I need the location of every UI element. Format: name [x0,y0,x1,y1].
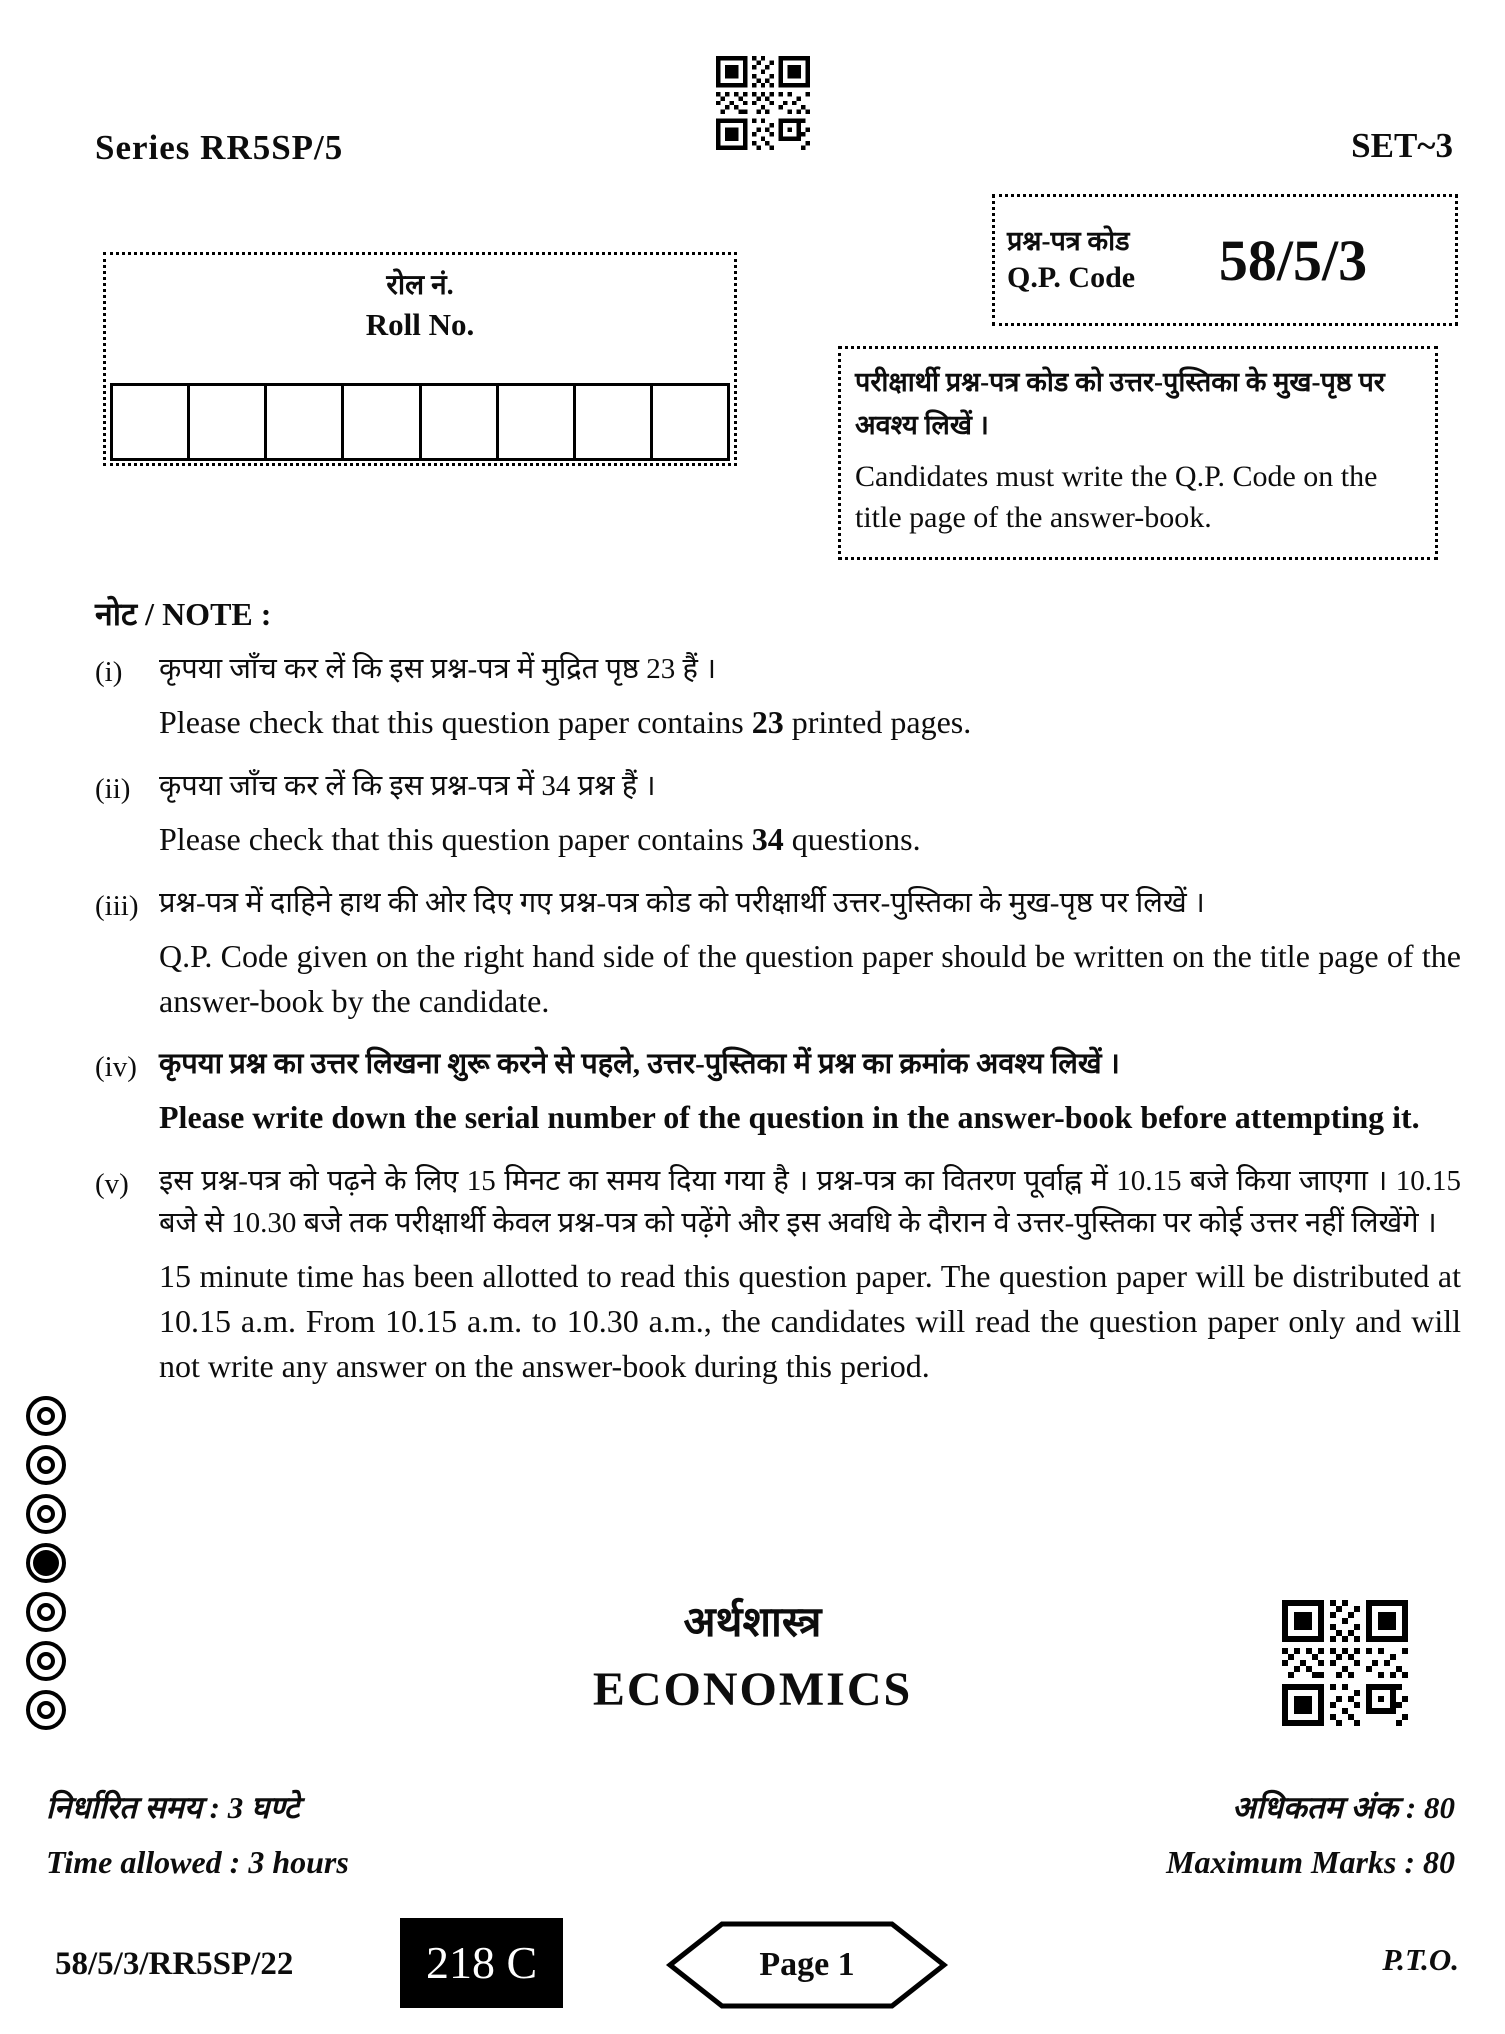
note-number: (v) [95,1168,129,1201]
note-body [159,765,1461,878]
candidates-note-hindi: परीक्षार्थी प्रश्न-पत्र कोड को उत्तर-पुस्तिका के मुख-पृष्ठ पर अवश्य लिखें । [855,367,1385,441]
candidates-note-english: Candidates must write the Q.P. Code on the title page of the answer-book. [855,460,1378,534]
note-number: (ii) [95,772,131,805]
note-text-english: 15 minute time has been allotted to read this question paper. The question paper will be distributed at 10.15 a.m. From 10.15 a.m. to 10.30 a.m., the candidates will read the question paper only and will not write any answer on the answer-book during this period. [159,1258,1461,1384]
roll-digit-cell [499,383,576,461]
pto-label: P.T.O. [1382,1942,1459,1977]
note-body [159,1043,1461,1156]
candidates-instruction-box [838,346,1438,560]
meta-row-english [46,1844,1455,1881]
paper-code: 58/5/3/RR5SP/22 [55,1946,294,1982]
set-label: SET~3 [1351,126,1453,165]
note-item [95,648,1461,761]
subject-title-hindi: अर्थशास्त्र [683,1600,822,1646]
roll-label-english: Roll No. [365,307,475,342]
note-body [159,1160,1461,1404]
note-text-english: Q.P. Code given on the right hand side of the question paper should be written on the title page of the answer-book by the candidate. [159,937,1461,1019]
roll-label-hindi: रोल नं. [386,270,454,301]
qp-code-labels [1007,224,1135,295]
note-heading: नोट / NOTE : [95,596,272,632]
page-number-badge [664,1918,950,2012]
binding-ring-mark [26,1396,66,1436]
note-item [95,882,1461,1040]
roll-digit-cell [422,383,499,461]
max-marks-hindi: अधिकतम अंक : 80 [1232,1790,1455,1825]
note-item [95,1160,1461,1404]
binding-ring-mark [26,1543,66,1583]
qr-code-top [716,56,810,150]
binding-ring-mark [26,1494,66,1534]
note-body [159,882,1461,1040]
note-text-english: Please check that this question paper contains 23 printed pages. [159,704,972,741]
note-item [95,765,1461,878]
subject-title-english: ECONOMICS [592,1663,913,1716]
qp-code-value: 58/5/3 [1218,227,1368,293]
note-number: (i) [95,656,123,688]
note-number: (iv) [95,1051,137,1084]
note-text-english: Please write down the serial number of the question in the answer-book before attempting it. [159,1099,1420,1136]
max-marks-english: Maximum Marks : 80 [1166,1844,1455,1880]
binding-ring-mark [26,1445,66,1485]
time-allowed-english: Time allowed : 3 hours [46,1844,349,1880]
qp-code-label-hindi: प्रश्न-पत्र कोड [1007,226,1130,257]
qp-code-label-english: Q.P. Code [1007,260,1136,294]
roll-number-box [103,252,737,466]
qp-code-box [992,194,1458,326]
note-text-hindi: प्रश्न-पत्र में दाहिने हाथ की ओर दिए गए प्रश्न-पत्र कोड को परीक्षार्थी उत्तर-पुस्तिका के मुख-पृष्ठ पर लिखें । [159,886,1205,919]
note-text-english: Please check that this question paper contains 34 questions. [159,820,921,857]
series-label: Series RR5SP/5 [95,128,344,167]
meta-row-hindi [46,1786,1455,1828]
notes-list [95,648,1461,1409]
roll-digit-cell [576,383,653,461]
roll-digit-cell [344,383,421,461]
time-allowed-hindi: निर्धारित समय : 3 घण्टे [46,1790,300,1825]
roll-digit-cell [267,383,344,461]
roll-digit-cell [190,383,267,461]
note-body [159,648,1461,761]
note-text-hindi: कृपया जाँच कर लें कि इस प्रश्न-पत्र में मुद्रित पृष्ठ 23 हैं । [159,653,717,685]
roll-digit-cell [110,383,190,461]
page-number-label: Page 1 [759,1946,855,1983]
roll-digit-cell [653,383,730,461]
note-text-hindi: कृपया जाँच कर लें कि इस प्रश्न-पत्र में 34 प्रश्न हैं । [159,769,656,802]
print-code-badge: 218 C [400,1918,563,2008]
note-item [95,1043,1461,1156]
qr-code-bottom [1282,1600,1408,1726]
note-text-hindi: इस प्रश्न-पत्र को पढ़ने के लिए 15 मिनट का समय दिया गया है । प्रश्न-पत्र का वितरण पूर्वाह्न में 10.15 बजे किया जाएगा । 10.15 बजे से 10.30 बजे तक परीक्षार्थी केवल प्रश्न-पत्र को पढ़ेंगे और इस अवधि के दौरान वे उत्तर-पुस्तिका पर कोई उत्तर नहीं लिखेंगे । [159,1165,1461,1240]
note-text-hindi: कृपया प्रश्न का उत्तर लिखना शुरू करने से पहले, उत्तर-पुस्तिका में प्रश्न का क्रमांक अवश्य लिखें । [159,1048,1120,1081]
roll-number-grid [110,383,730,461]
note-number: (iii) [95,889,139,922]
